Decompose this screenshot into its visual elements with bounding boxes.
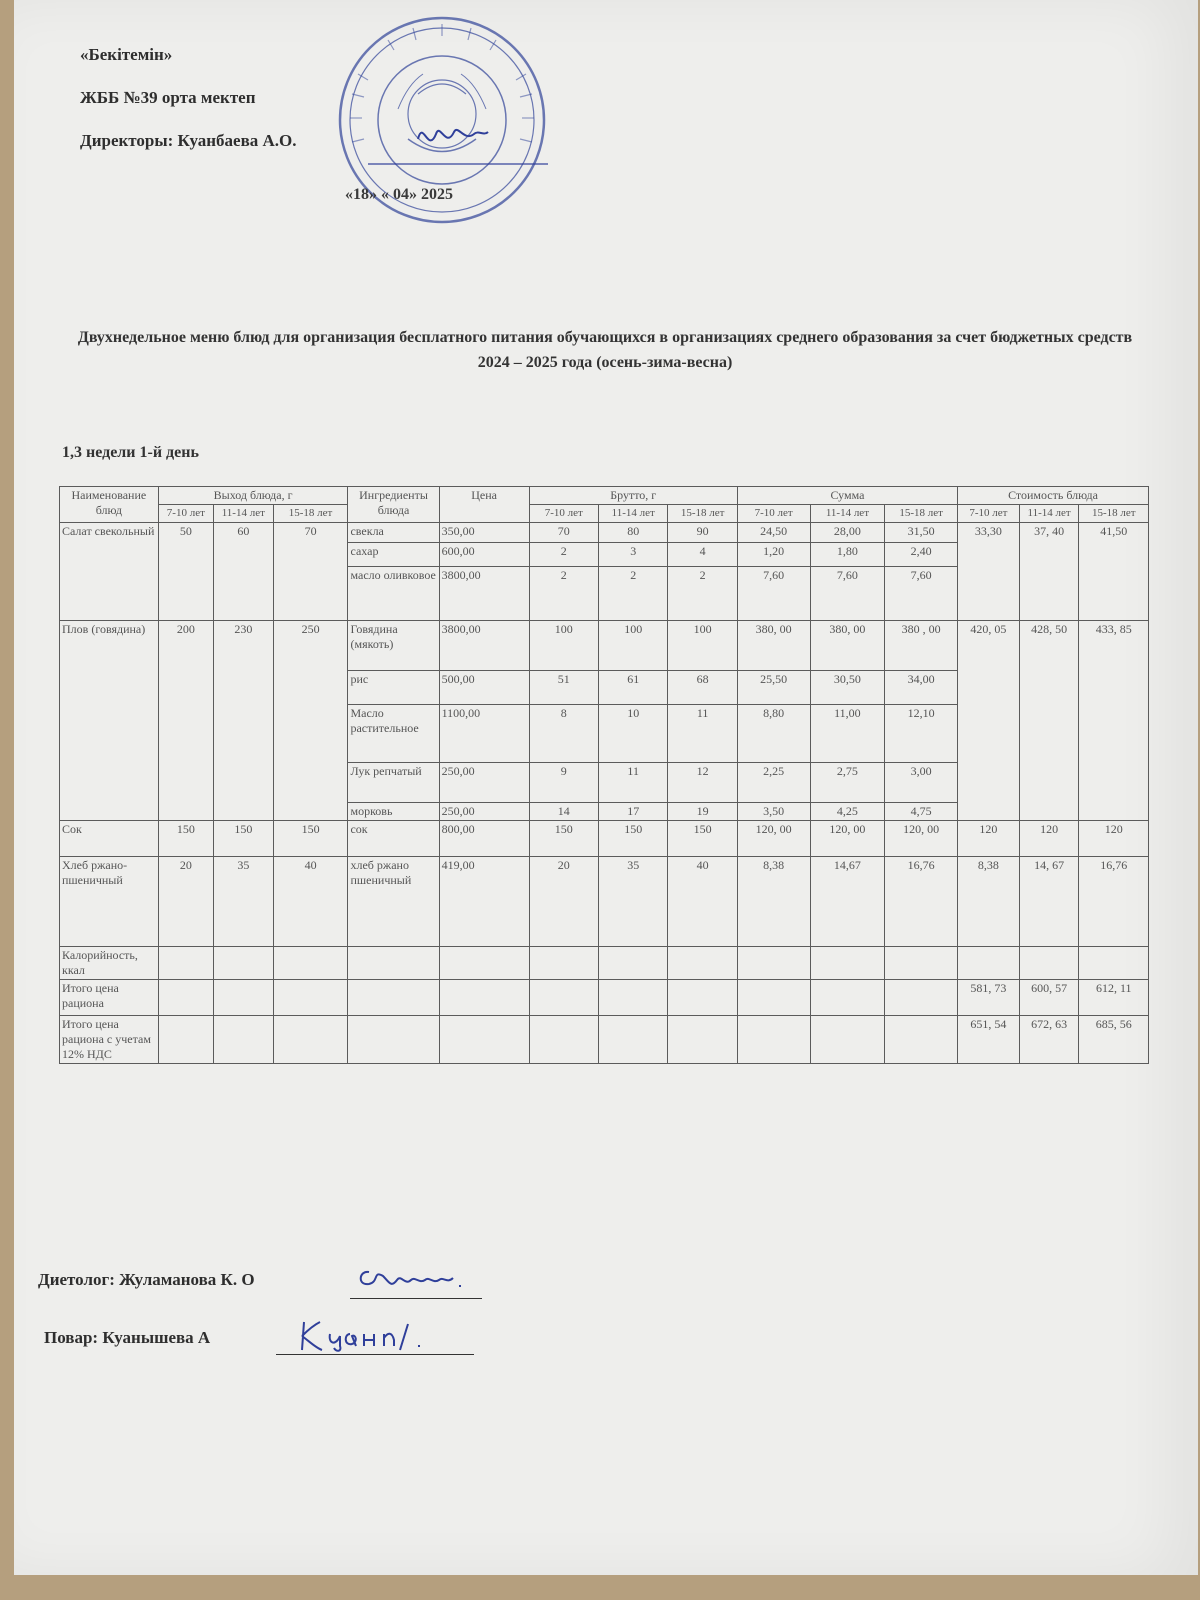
empty-cell [885, 980, 958, 1016]
cost-cell: 33,30 [958, 523, 1020, 621]
sum-cell: 1,80 [810, 543, 885, 567]
totals-value [1019, 947, 1079, 980]
yield-cell: 150 [158, 821, 213, 857]
empty-cell [668, 1016, 737, 1064]
brutto-cell: 3 [599, 543, 668, 567]
empty-cell [158, 1016, 213, 1064]
school-name: ЖББ №39 орта мектеп [80, 88, 256, 107]
age-header: 7-10 лет [958, 505, 1020, 523]
dietitian-signature-label: Диетолог: Жуламанова К. О [38, 1270, 255, 1289]
table-row [60, 523, 1149, 543]
age-header: 7-10 лет [158, 505, 213, 523]
totals-value: 685, 56 [1079, 1016, 1149, 1064]
approval-heading: «Бекітемін» [80, 45, 173, 64]
header-cost: Стоимость блюда [958, 487, 1149, 505]
brutto-cell: 14 [529, 803, 598, 821]
empty-cell [885, 1016, 958, 1064]
sum-cell: 380, 00 [737, 621, 810, 671]
brutto-cell: 2 [529, 567, 598, 621]
age-header: 11-14 лет [599, 505, 668, 523]
sum-cell: 2,25 [737, 763, 810, 803]
sum-cell: 3,00 [885, 763, 958, 803]
cost-cell: 433, 85 [1079, 621, 1149, 821]
table-subheader-row [60, 505, 1149, 523]
sum-cell: 120, 00 [737, 821, 810, 857]
cook-handwritten-signature [296, 1318, 456, 1356]
ingredient-cell: сахар [348, 543, 439, 567]
sum-cell: 380 , 00 [885, 621, 958, 671]
empty-cell [214, 1016, 274, 1064]
totals-row [60, 947, 1149, 980]
age-header: 7-10 лет [737, 505, 810, 523]
empty-cell [214, 980, 274, 1016]
ingredient-cell: рис [348, 671, 439, 705]
sum-cell: 120, 00 [810, 821, 885, 857]
totals-label: Итого цена рациона с учетам 12% НДС [60, 1016, 159, 1064]
empty-cell [273, 1016, 348, 1064]
dish-name-cell: Хлеб ржано-пшеничный [60, 857, 159, 947]
yield-cell: 40 [273, 857, 348, 947]
approval-date: «18» « 04» 2025 [345, 186, 453, 203]
yield-cell: 20 [158, 857, 213, 947]
brutto-cell: 40 [668, 857, 737, 947]
empty-cell [737, 980, 810, 1016]
price-cell: 350,00 [439, 523, 529, 543]
age-header: 15-18 лет [668, 505, 737, 523]
brutto-cell: 150 [668, 821, 737, 857]
sum-cell: 380, 00 [810, 621, 885, 671]
brutto-cell: 100 [599, 621, 668, 671]
brutto-cell: 11 [599, 763, 668, 803]
cost-cell: 16,76 [1079, 857, 1149, 947]
price-cell: 1100,00 [439, 705, 529, 763]
totals-value [958, 947, 1020, 980]
totals-value [1079, 947, 1149, 980]
empty-cell [810, 947, 885, 980]
price-cell: 250,00 [439, 803, 529, 821]
yield-cell: 150 [273, 821, 348, 857]
empty-cell [439, 947, 529, 980]
cost-cell: 8,38 [958, 857, 1020, 947]
yield-cell: 150 [214, 821, 274, 857]
price-cell: 250,00 [439, 763, 529, 803]
cost-cell: 120 [1019, 821, 1079, 857]
totals-value: 672, 63 [1019, 1016, 1079, 1064]
yield-cell: 250 [273, 621, 348, 821]
sum-cell: 7,60 [737, 567, 810, 621]
brutto-cell: 2 [668, 567, 737, 621]
brutto-cell: 80 [599, 523, 668, 543]
age-header: 11-14 лет [214, 505, 274, 523]
age-header: 15-18 лет [273, 505, 348, 523]
cost-cell: 120 [958, 821, 1020, 857]
dish-name-cell: Сок [60, 821, 159, 857]
sum-cell: 24,50 [737, 523, 810, 543]
price-cell: 419,00 [439, 857, 529, 947]
empty-cell [529, 947, 598, 980]
empty-cell [348, 1016, 439, 1064]
cost-cell: 120 [1079, 821, 1149, 857]
yield-cell: 50 [158, 523, 213, 621]
totals-value: 581, 73 [958, 980, 1020, 1016]
empty-cell [529, 980, 598, 1016]
price-cell: 3800,00 [439, 621, 529, 671]
brutto-cell: 8 [529, 705, 598, 763]
sum-cell: 11,00 [810, 705, 885, 763]
ingredient-cell: сок [348, 821, 439, 857]
ingredient-cell: хлеб ржано пшеничный [348, 857, 439, 947]
header-ingredients: Ингредиенты блюда [348, 487, 439, 523]
totals-label: Итого цена рациона [60, 980, 159, 1016]
brutto-cell: 11 [668, 705, 737, 763]
sum-cell: 4,25 [810, 803, 885, 821]
totals-row [60, 980, 1149, 1016]
yield-cell: 230 [214, 621, 274, 821]
table-row [60, 857, 1149, 947]
empty-cell [668, 980, 737, 1016]
table-row [60, 621, 1149, 671]
cook-signature-label: Повар: Куанышева А [44, 1328, 211, 1347]
empty-cell [737, 1016, 810, 1064]
sum-cell: 2,40 [885, 543, 958, 567]
empty-cell [599, 947, 668, 980]
totals-value: 612, 11 [1079, 980, 1149, 1016]
empty-cell [439, 1016, 529, 1064]
totals-value: 600, 57 [1019, 980, 1079, 1016]
header-sum: Сумма [737, 487, 957, 505]
empty-cell [885, 947, 958, 980]
empty-cell [599, 1016, 668, 1064]
totals-row [60, 1016, 1149, 1064]
sum-cell: 30,50 [810, 671, 885, 705]
totals-label: Калорийность, ккал [60, 947, 159, 980]
ingredient-cell: масло оливковое [348, 567, 439, 621]
ingredient-cell: Масло растительное [348, 705, 439, 763]
brutto-cell: 2 [529, 543, 598, 567]
totals-value: 651, 54 [958, 1016, 1020, 1064]
empty-cell [810, 1016, 885, 1064]
brutto-cell: 4 [668, 543, 737, 567]
sum-cell: 31,50 [885, 523, 958, 543]
sum-cell: 2,75 [810, 763, 885, 803]
sum-cell: 4,75 [885, 803, 958, 821]
cost-cell: 14, 67 [1019, 857, 1079, 947]
empty-cell [273, 947, 348, 980]
empty-cell [810, 980, 885, 1016]
price-cell: 600,00 [439, 543, 529, 567]
brutto-cell: 17 [599, 803, 668, 821]
age-header: 11-14 лет [1019, 505, 1079, 523]
brutto-cell: 100 [529, 621, 598, 671]
approval-block [80, 45, 297, 174]
cost-cell: 428, 50 [1019, 621, 1079, 821]
director-name: Директоры: Куанбаева А.О. [80, 131, 297, 150]
brutto-cell: 2 [599, 567, 668, 621]
price-cell: 800,00 [439, 821, 529, 857]
empty-cell [529, 1016, 598, 1064]
empty-cell [348, 947, 439, 980]
sum-cell: 34,00 [885, 671, 958, 705]
price-cell: 500,00 [439, 671, 529, 705]
sum-cell: 120, 00 [885, 821, 958, 857]
table-header-row [60, 487, 1149, 505]
empty-cell [439, 980, 529, 1016]
age-header: 11-14 лет [810, 505, 885, 523]
header-name: Наименование блюд [60, 487, 159, 523]
brutto-cell: 100 [668, 621, 737, 671]
cost-cell: 37, 40 [1019, 523, 1079, 621]
age-header: 7-10 лет [529, 505, 598, 523]
sum-cell: 8,38 [737, 857, 810, 947]
dietitian-signature-line [350, 1298, 482, 1299]
empty-cell [273, 980, 348, 1016]
header-price: Цена [439, 487, 529, 523]
brutto-cell: 150 [529, 821, 598, 857]
dietitian-handwritten-signature [355, 1262, 475, 1298]
ingredient-cell: морковь [348, 803, 439, 821]
empty-cell [348, 980, 439, 1016]
sum-cell: 7,60 [885, 567, 958, 621]
table-row [60, 821, 1149, 857]
sum-cell: 1,20 [737, 543, 810, 567]
age-header: 15-18 лет [1079, 505, 1149, 523]
sum-cell: 3,50 [737, 803, 810, 821]
sum-cell: 8,80 [737, 705, 810, 763]
empty-cell [158, 947, 213, 980]
brutto-cell: 9 [529, 763, 598, 803]
yield-cell: 200 [158, 621, 213, 821]
brutto-cell: 70 [529, 523, 598, 543]
brutto-cell: 68 [668, 671, 737, 705]
sum-cell: 12,10 [885, 705, 958, 763]
ingredient-cell: свекла [348, 523, 439, 543]
yield-cell: 35 [214, 857, 274, 947]
brutto-cell: 90 [668, 523, 737, 543]
empty-cell [158, 980, 213, 1016]
brutto-cell: 150 [599, 821, 668, 857]
brutto-cell: 51 [529, 671, 598, 705]
menu-table [59, 486, 1149, 1064]
brutto-cell: 12 [668, 763, 737, 803]
brutto-cell: 19 [668, 803, 737, 821]
header-brutto: Брутто, г [529, 487, 737, 505]
sum-cell: 25,50 [737, 671, 810, 705]
sum-cell: 7,60 [810, 567, 885, 621]
empty-cell [668, 947, 737, 980]
dish-name-cell: Салат свекольный [60, 523, 159, 621]
cost-cell: 420, 05 [958, 621, 1020, 821]
age-header: 15-18 лет [885, 505, 958, 523]
empty-cell [599, 980, 668, 1016]
header-yield: Выход блюда, г [158, 487, 348, 505]
brutto-cell: 35 [599, 857, 668, 947]
sum-cell: 14,67 [810, 857, 885, 947]
week-day-label: 1,3 недели 1-й день [62, 444, 199, 461]
document-title: Двухнедельное меню блюд для организация бесплатного питания обучающихся в организациях среднего образования за счет бюджетных средств 2024 – 2025 года (осень-зима-весна) [77, 329, 1133, 371]
cost-cell: 41,50 [1079, 523, 1149, 621]
brutto-cell: 10 [599, 705, 668, 763]
price-cell: 3800,00 [439, 567, 529, 621]
yield-cell: 70 [273, 523, 348, 621]
yield-cell: 60 [214, 523, 274, 621]
sum-cell: 16,76 [885, 857, 958, 947]
empty-cell [214, 947, 274, 980]
dish-name-cell: Плов (говядина) [60, 621, 159, 821]
brutto-cell: 61 [599, 671, 668, 705]
ingredient-cell: Лук репчатый [348, 763, 439, 803]
sum-cell: 28,00 [810, 523, 885, 543]
empty-cell [737, 947, 810, 980]
ingredient-cell: Говядина (мякоть) [348, 621, 439, 671]
brutto-cell: 20 [529, 857, 598, 947]
